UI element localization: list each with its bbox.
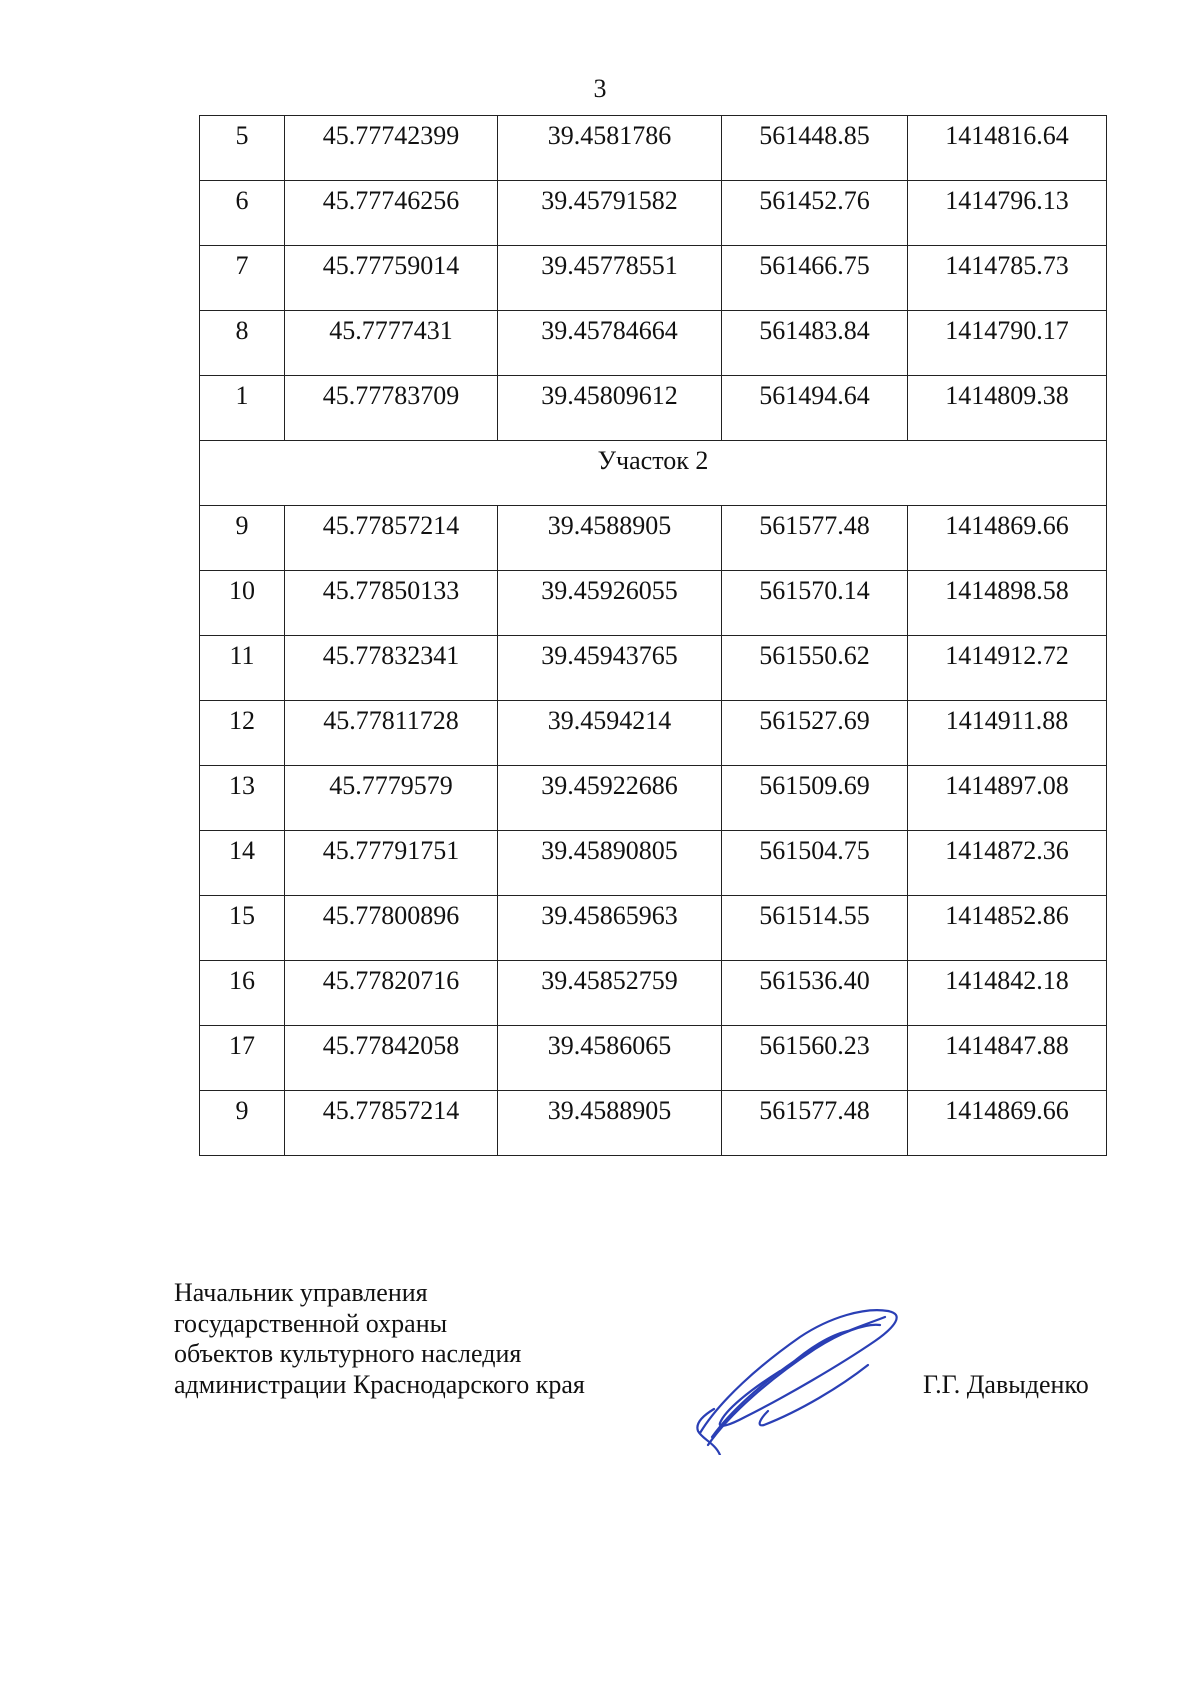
table-row [200, 571, 1107, 636]
longitude-cell: 39.4581786 [498, 116, 722, 181]
y-coordinate-cell: 1414785.73 [908, 246, 1107, 311]
x-coordinate-cell: 561452.76 [722, 181, 908, 246]
latitude-cell: 45.77791751 [285, 831, 498, 896]
y-coordinate-cell: 1414912.72 [908, 636, 1107, 701]
x-coordinate-cell: 561536.40 [722, 961, 908, 1026]
latitude-cell: 45.77857214 [285, 1091, 498, 1156]
y-coordinate-cell: 1414897.08 [908, 766, 1107, 831]
point-number-cell: 9 [200, 1091, 285, 1156]
x-coordinate-cell: 561494.64 [722, 376, 908, 441]
longitude-cell: 39.45865963 [498, 896, 722, 961]
point-number-cell: 1 [200, 376, 285, 441]
y-coordinate-cell: 1414847.88 [908, 1026, 1107, 1091]
point-number-cell: 14 [200, 831, 285, 896]
x-coordinate-cell: 561514.55 [722, 896, 908, 961]
x-coordinate-cell: 561483.84 [722, 311, 908, 376]
latitude-cell: 45.77759014 [285, 246, 498, 311]
point-number-cell: 16 [200, 961, 285, 1026]
point-number-cell: 7 [200, 246, 285, 311]
latitude-cell: 45.7779579 [285, 766, 498, 831]
table-row [200, 831, 1107, 896]
y-coordinate-cell: 1414842.18 [908, 961, 1107, 1026]
table-row [200, 181, 1107, 246]
y-coordinate-cell: 1414869.66 [908, 506, 1107, 571]
x-coordinate-cell: 561577.48 [722, 1091, 908, 1156]
latitude-cell: 45.77850133 [285, 571, 498, 636]
latitude-cell: 45.7777431 [285, 311, 498, 376]
longitude-cell: 39.45890805 [498, 831, 722, 896]
handwritten-signature [690, 1305, 920, 1455]
table-row [200, 961, 1107, 1026]
point-number-cell: 6 [200, 181, 285, 246]
table-row [200, 896, 1107, 961]
longitude-cell: 39.45926055 [498, 571, 722, 636]
latitude-cell: 45.77857214 [285, 506, 498, 571]
longitude-cell: 39.4588905 [498, 1091, 722, 1156]
y-coordinate-cell: 1414796.13 [908, 181, 1107, 246]
table-row [200, 116, 1107, 181]
y-coordinate-cell: 1414809.38 [908, 376, 1107, 441]
point-number-cell: 11 [200, 636, 285, 701]
latitude-cell: 45.77783709 [285, 376, 498, 441]
x-coordinate-cell: 561448.85 [722, 116, 908, 181]
latitude-cell: 45.77820716 [285, 961, 498, 1026]
y-coordinate-cell: 1414816.64 [908, 116, 1107, 181]
longitude-cell: 39.45809612 [498, 376, 722, 441]
longitude-cell: 39.4594214 [498, 701, 722, 766]
table-row [200, 506, 1107, 571]
y-coordinate-cell: 1414790.17 [908, 311, 1107, 376]
longitude-cell: 39.45852759 [498, 961, 722, 1026]
latitude-cell: 45.77842058 [285, 1026, 498, 1091]
longitude-cell: 39.45784664 [498, 311, 722, 376]
point-number-cell: 9 [200, 506, 285, 571]
plot-heading: Участок 2 [200, 441, 1107, 506]
table-row [200, 636, 1107, 701]
point-number-cell: 15 [200, 896, 285, 961]
signatory-title-line: государственной охраны [174, 1308, 448, 1338]
signatory-title [174, 1278, 585, 1400]
table-row [200, 376, 1107, 441]
signatory-name: Г.Г. Давыденко [923, 1370, 1089, 1399]
x-coordinate-cell: 561577.48 [722, 506, 908, 571]
table-row [200, 766, 1107, 831]
y-coordinate-cell: 1414872.36 [908, 831, 1107, 896]
longitude-cell: 39.45778551 [498, 246, 722, 311]
longitude-cell: 39.4588905 [498, 506, 722, 571]
table-row [200, 701, 1107, 766]
point-number-cell: 8 [200, 311, 285, 376]
x-coordinate-cell: 561527.69 [722, 701, 908, 766]
signatory-title-line: Начальник управления [174, 1278, 428, 1307]
point-number-cell: 13 [200, 766, 285, 831]
longitude-cell: 39.45943765 [498, 636, 722, 701]
longitude-cell: 39.45791582 [498, 181, 722, 246]
y-coordinate-cell: 1414898.58 [908, 571, 1107, 636]
table-row [200, 311, 1107, 376]
point-number-cell: 17 [200, 1026, 285, 1091]
x-coordinate-cell: 561504.75 [722, 831, 908, 896]
signatory-title-line: администрации Краснодарского края [174, 1369, 585, 1399]
signatory-title-line: объектов культурного наследия [174, 1339, 522, 1368]
point-number-cell: 5 [200, 116, 285, 181]
table-row [200, 246, 1107, 311]
x-coordinate-cell: 561560.23 [722, 1026, 908, 1091]
x-coordinate-cell: 561509.69 [722, 766, 908, 831]
latitude-cell: 45.77746256 [285, 181, 498, 246]
y-coordinate-cell: 1414852.86 [908, 896, 1107, 961]
table-row [200, 1026, 1107, 1091]
point-number-cell: 12 [200, 701, 285, 766]
latitude-cell: 45.77811728 [285, 701, 498, 766]
y-coordinate-cell: 1414911.88 [908, 701, 1107, 766]
x-coordinate-cell: 561550.62 [722, 636, 908, 701]
longitude-cell: 39.4586065 [498, 1026, 722, 1091]
x-coordinate-cell: 561466.75 [722, 246, 908, 311]
latitude-cell: 45.77800896 [285, 896, 498, 961]
longitude-cell: 39.45922686 [498, 766, 722, 831]
x-coordinate-cell: 561570.14 [722, 571, 908, 636]
coordinates-table [199, 115, 1107, 1156]
section-heading-row [200, 441, 1107, 506]
y-coordinate-cell: 1414869.66 [908, 1091, 1107, 1156]
point-number-cell: 10 [200, 571, 285, 636]
table-row [200, 1091, 1107, 1156]
latitude-cell: 45.77832341 [285, 636, 498, 701]
latitude-cell: 45.77742399 [285, 116, 498, 181]
page-number: 3 [593, 74, 607, 103]
